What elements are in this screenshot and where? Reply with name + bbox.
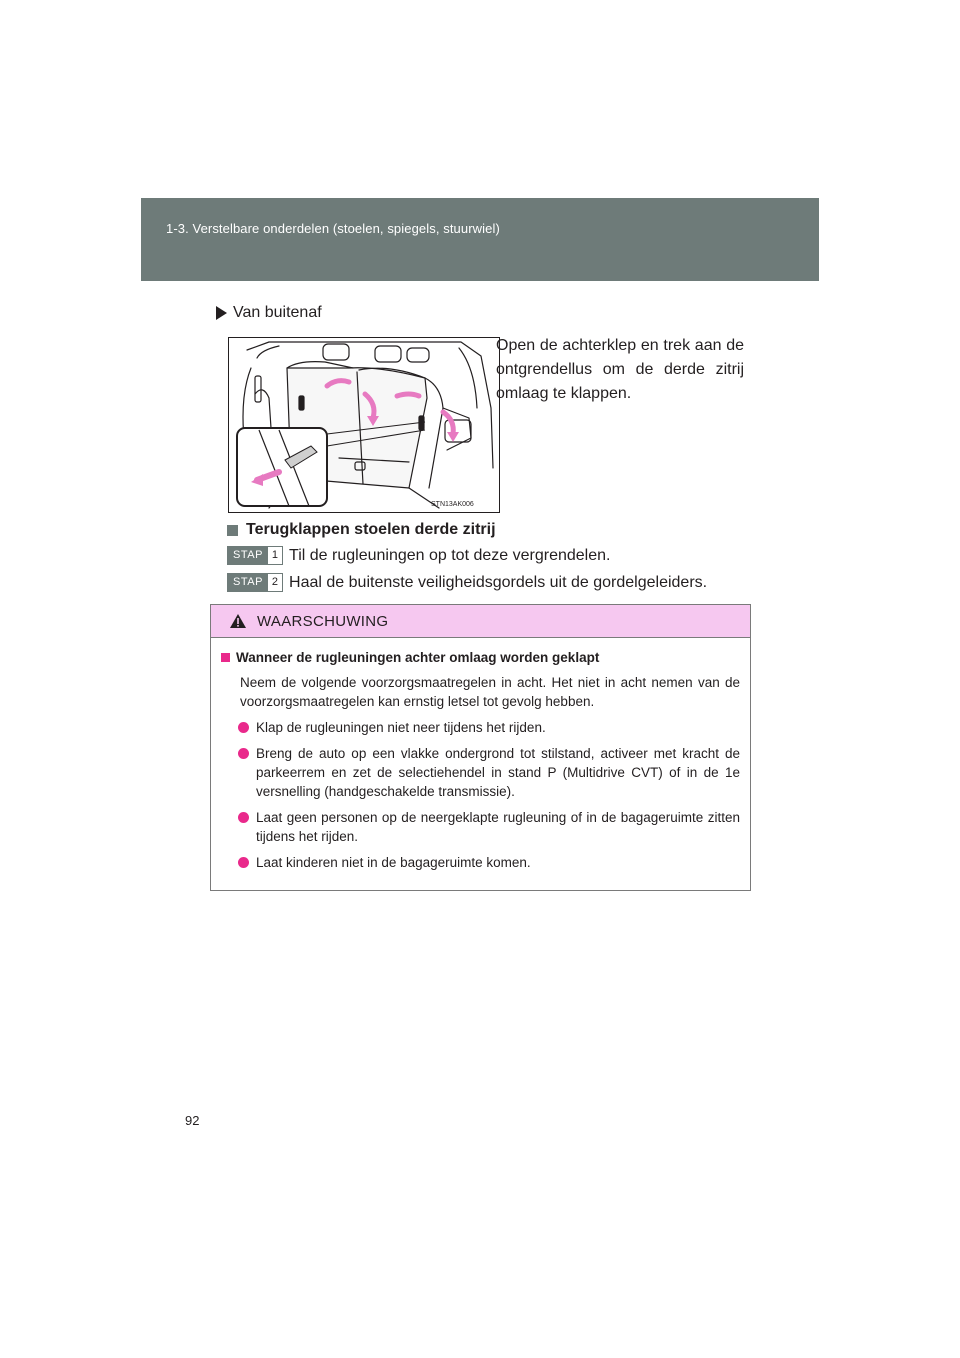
warning-body	[211, 638, 750, 872]
section-heading	[227, 521, 496, 539]
step-badge: STAP 1	[227, 546, 283, 565]
bullet-dot-icon	[238, 748, 249, 759]
chapter-header-band	[141, 198, 819, 281]
step-2	[227, 573, 707, 592]
warning-item: Klap de rugleuningen niet neer tijdens het rijden.	[221, 718, 740, 737]
warning-box	[210, 604, 751, 891]
step-text: Til de rugleuningen op tot deze vergrendelen.	[289, 546, 611, 564]
warning-triangle-icon	[229, 613, 247, 629]
figure-description: Open de achterklep en trek aan de ontgrendellus om de derde zitrij omlaag te klappen.	[496, 337, 744, 402]
step-text: Haal de buitenste veiligheidsgordels uit de gordelgeleiders.	[289, 573, 708, 591]
warning-title: Wanneer de rugleuningen achter omlaag worden geklapt	[221, 648, 740, 667]
section-title: Terugklappen stoelen derde zitrij	[246, 521, 496, 538]
step-1	[227, 546, 610, 565]
bullet-dot-icon	[238, 857, 249, 868]
illustration-rear-seat-fold	[228, 337, 500, 513]
square-bullet-icon	[227, 525, 238, 536]
warning-item: Laat kinderen niet in de bagageruimte komen.	[221, 853, 740, 872]
page-number: 92	[185, 1113, 200, 1128]
bullet-dot-icon	[238, 812, 249, 823]
square-bullet-icon	[221, 653, 230, 662]
figure-code: STN13AK006	[431, 501, 474, 508]
chapter-header-title: 1-3. Verstelbare onderdelen (stoelen, spiegels, stuurwiel)	[166, 221, 500, 236]
subsection-heading	[216, 304, 322, 322]
warning-intro: Neem de volgende voorzorgsmaatregelen in acht. Het niet in acht nemen van de voorzorgsmaatregelen kan ernstig letsel tot gevolg hebben.	[240, 675, 740, 709]
bullet-dot-icon	[238, 722, 249, 733]
warning-heading: WAARSCHUWING	[257, 612, 389, 630]
step-badge: STAP 2	[227, 573, 283, 592]
subsection-label: Van buitenaf	[233, 304, 322, 321]
warning-item: Breng de auto op een vlakke ondergrond tot stilstand, activeer met kracht de parkeerrem en zet de selectiehendel in stand P (Multidrive CVT) of in de 1e versnelling (handgeschakelde transmissie).	[221, 744, 740, 801]
triangle-bullet-icon	[216, 306, 227, 320]
warning-header	[211, 605, 750, 638]
warning-item: Laat geen personen op de neergeklapte rugleuning of in de bagageruimte zitten tijdens het rijden.	[221, 808, 740, 846]
